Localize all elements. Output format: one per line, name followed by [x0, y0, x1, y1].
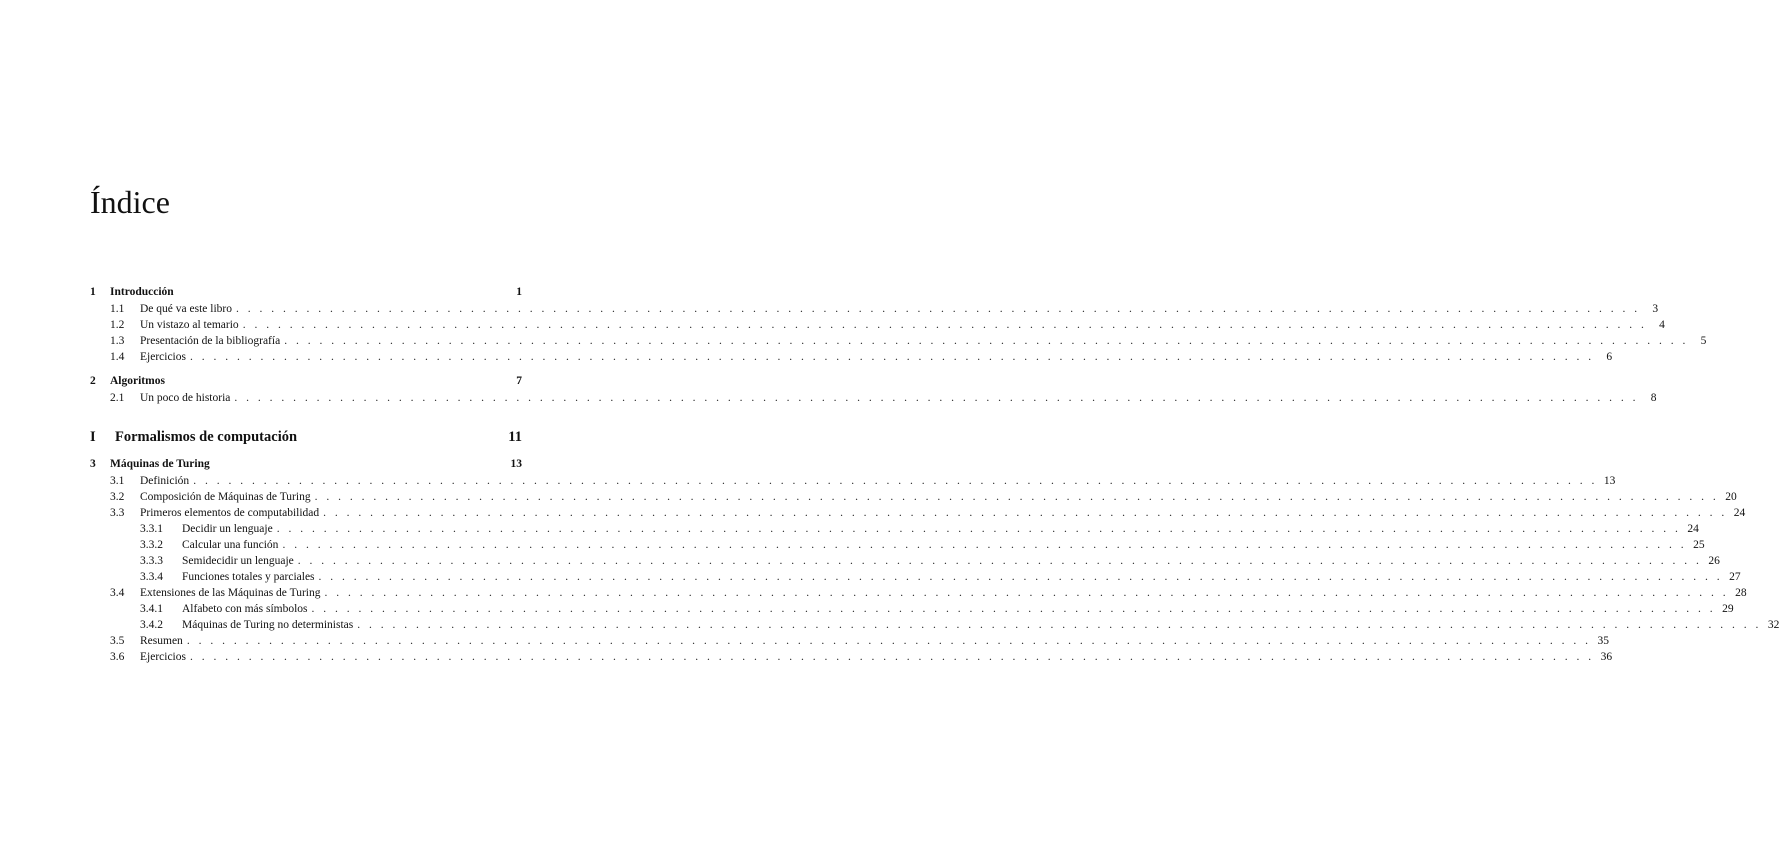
toc-entry-title: Introducción: [110, 286, 174, 298]
toc-entry-number: 3.5: [110, 635, 125, 647]
toc-entry-number: 1.3: [110, 335, 125, 347]
toc-entry-title: Semidecidir un lenguaje: [182, 555, 294, 567]
toc-entry-number: 2: [90, 375, 96, 387]
toc-leader-dots: . . . . . . . . . . . . . . . . . . . . . . . . . . . . . . . . . . . . . . . . . . . . . . . . . . . . . . . . . . . . . . . . . . . . . . . . . . . . . . . . . . . . . . . . . . . . . . . . . . . . . . . . . . . . . . . . . . . . . . . .: [282, 539, 1687, 551]
toc-entry-title: Un vistazo al temario: [140, 319, 239, 331]
toc-entry-page: 20: [1725, 491, 1737, 503]
toc-entry-number: 3.3.4: [140, 571, 163, 583]
toc-entry-number: 3.1: [110, 475, 125, 487]
toc-leader-dots: . . . . . . . . . . . . . . . . . . . . . . . . . . . . . . . . . . . . . . . . . . . . . . . . . . . . . . . . . . . . . . . . . . . . . . . . . . . . . . . . . . . . . . . . . . . . . . . . . . . . . . . . . . . . . . . . . . . . . . . .: [235, 303, 1641, 315]
toc-entry-title: Decidir un lenguaje: [182, 523, 273, 535]
toc-leader-dots: . . . . . . . . . . . . . . . . . . . . . . . . . . . . . . . . . . . . . . . . . . . . . . . . . . . . . . . . . . . . . . . . . . . . . . . . . . . . . . . . . . . . . . . . . . . . . . . . . . . . . . . . . . . . . . . . . . . . . . . .: [193, 475, 1598, 487]
toc-entry-title: Ejercicios: [140, 651, 186, 663]
page-title: Índice: [90, 184, 170, 220]
toc-entry-number: 3.3.1: [140, 523, 163, 535]
toc-entry-number: 3.4.1: [140, 603, 163, 615]
toc-entry-page: 24: [1733, 507, 1746, 519]
toc-entry-number: 3.3: [110, 507, 125, 519]
toc-entry-section[interactable]: [90, 633, 1609, 649]
toc-entry-title: Formalismos de computación: [115, 429, 298, 445]
toc-leader-dots: . . . . . . . . . . . . . . . . . . . . . . . . . . . . . . . . . . . . . . . . . . . . . . . . . . . . . . . . . . . . . . . . . . . . . . . . . . . . . . . . . . . . . . . . . . . . . . . . . . . . . . . . . . . . . . . . . . . . . . . .: [324, 587, 1729, 599]
toc-leader-dots: . . . . . . . . . . . . . . . . . . . . . . . . . . . . . . . . . . . . . . . . . . . . . . . . . . . . . . . . . . . . . . . . . . . . . . . . . . . . . . . . . . . . . . . . . . . . . . . . . . . . . . . . . . . . . . . . . . . . . . . .: [357, 619, 1762, 631]
toc-entry-title: Algoritmos: [110, 375, 165, 387]
toc-entry-part[interactable]: [90, 426, 522, 448]
toc-entry-subsection[interactable]: [90, 553, 1720, 569]
toc-entry-page: 27: [1729, 571, 1741, 583]
toc-entry-section[interactable]: [90, 649, 1613, 665]
toc-entry-section[interactable]: [90, 349, 1613, 365]
toc-entry-chapter[interactable]: [90, 284, 522, 301]
toc-entry-number: 3.3.2: [140, 539, 163, 551]
toc-entry-number: 1.1: [110, 303, 125, 315]
toc-leader-dots: . . . . . . . . . . . . . . . . . . . . . . . . . . . . . . . . . . . . . . . . . . . . . . . . . . . . . . . . . . . . . . . . . . . . . . . . . . . . . . . . . . . . . . . . . . . . . . . . . . . . . . . . . . . . . . . . . . . . . . . .: [284, 335, 1689, 347]
toc-entry-subsection[interactable]: [90, 537, 1705, 553]
toc-entry-number: 3.2: [110, 491, 125, 503]
toc-leader-dots: . . . . . . . . . . . . . . . . . . . . . . . . . . . . . . . . . . . . . . . . . . . . . . . . . . . . . . . . . . . . . . . . . . . . . . . . . . . . . . . . . . . . . . . . . . . . . . . . . . . . . . . . . . . . . . . . . . . . . . . .: [186, 635, 1591, 647]
toc-entry-title: Funciones totales y parciales: [182, 571, 315, 583]
toc-entry-subsection[interactable]: [90, 569, 1741, 585]
toc-leader-dots: . . . . . . . . . . . . . . . . . . . . . . . . . . . . . . . . . . . . . . . . . . . . . . . . . . . . . . . . . . . . . . . . . . . . . . . . . . . . . . . . . . . . . . . . . . . . . . . . . . . . . . . . . . . . . . . . . . . . . . . .: [314, 491, 1719, 503]
toc-entry-page: 24: [1687, 523, 1699, 535]
toc-entry-title: Calcular una función: [182, 539, 279, 551]
toc-entry-page: 25: [1693, 539, 1705, 551]
toc-entry-title: Resumen: [140, 635, 183, 647]
toc-entry-section[interactable]: [90, 333, 1707, 349]
toc-leader-dots: . . . . . . . . . . . . . . . . . . . . . . . . . . . . . . . . . . . . . . . . . . . . . . . . . . . . . . . . . . . . . . . . . . . . . . . . . . . . . . . . . . . . . . . . . . . . . . . . . . . . . . . . . . . . . . . . . . . . . . . .: [323, 507, 1728, 519]
toc-leader-dots: . . . . . . . . . . . . . . . . . . . . . . . . . . . . . . . . . . . . . . . . . . . . . . . . . . . . . . . . . . . . . . . . . . . . . . . . . . . . . . . . . . . . . . . . . . . . . . . . . . . . . . . . . . . . . . . . . . . . . . . .: [276, 523, 1681, 535]
toc-entry-chapter[interactable]: [90, 456, 522, 473]
toc-entry-page: 6: [1606, 351, 1613, 363]
toc-entry-number: 3: [90, 458, 96, 470]
toc-entry-number: 3.3.3: [140, 555, 163, 567]
toc-entry-subsection[interactable]: [90, 601, 1734, 617]
toc-entry-chapter[interactable]: [90, 373, 522, 390]
toc-entry-page: 28: [1735, 587, 1747, 599]
toc-entry-page: 26: [1708, 555, 1720, 567]
toc-entry-title: Ejercicios: [140, 351, 186, 363]
toc-entry-title: Definición: [140, 475, 190, 487]
toc-entry-number: 3.6: [110, 651, 125, 663]
toc-entry-page: 7: [516, 375, 522, 387]
toc-entry-title: De qué va este libro: [140, 303, 232, 315]
toc-entry-number: I: [90, 429, 96, 445]
table-of-contents: [90, 284, 1779, 665]
toc-entry-title: Máquinas de Turing no deterministas: [182, 619, 354, 631]
toc-entry-title: Presentación de la bibliografía: [140, 335, 281, 347]
toc-leader-dots: . . . . . . . . . . . . . . . . . . . . . . . . . . . . . . . . . . . . . . . . . . . . . . . . . . . . . . . . . . . . . . . . . . . . . . . . . . . . . . . . . . . . . . . . . . . . . . . . . . . . . . . . . . . . . . . . . . . . . . . .: [234, 392, 1639, 404]
toc-leader-dots: . . . . . . . . . . . . . . . . . . . . . . . . . . . . . . . . . . . . . . . . . . . . . . . . . . . . . . . . . . . . . . . . . . . . . . . . . . . . . . . . . . . . . . . . . . . . . . . . . . . . . . . . . . . . . . . . . . . . . . . .: [318, 571, 1723, 583]
toc-entry-page: 13: [510, 458, 522, 470]
toc-entry-page: 35: [1597, 635, 1609, 647]
toc-entry-section[interactable]: [90, 585, 1747, 601]
toc-entry-page: 5: [1700, 335, 1707, 347]
toc-leader-dots: . . . . . . . . . . . . . . . . . . . . . . . . . . . . . . . . . . . . . . . . . . . . . . . . . . . . . . . . . . . . . . . . . . . . . . . . . . . . . . . . . . . . . . . . . . . . . . . . . . . . . . . . . . . . . . . . . . . . . . . .: [189, 351, 1595, 363]
toc-entry-title: Máquinas de Turing: [110, 458, 210, 470]
toc-entry-page: 1: [516, 286, 522, 298]
toc-entry-number: 3.4: [110, 587, 125, 599]
toc-entry-page: 11: [508, 429, 522, 445]
toc-entry-title: Primeros elementos de computabilidad: [140, 507, 320, 519]
toc-entry-page: 36: [1600, 651, 1613, 663]
toc-entry-number: 3.4.2: [140, 619, 163, 631]
toc-entry-subsection[interactable]: [90, 617, 1779, 633]
toc-entry-page: 3: [1652, 303, 1659, 315]
toc-entry-page: 4: [1659, 319, 1665, 331]
toc-entry-section[interactable]: [90, 473, 1616, 489]
toc-entry-page: 32: [1767, 619, 1779, 631]
toc-entry-page: 13: [1603, 475, 1616, 487]
toc-entry-page: 29: [1722, 603, 1734, 615]
toc-entry-section[interactable]: [90, 317, 1665, 333]
toc-entry-subsection[interactable]: [90, 521, 1699, 537]
toc-leader-dots: . . . . . . . . . . . . . . . . . . . . . . . . . . . . . . . . . . . . . . . . . . . . . . . . . . . . . . . . . . . . . . . . . . . . . . . . . . . . . . . . . . . . . . . . . . . . . . . . . . . . . . . . . . . . . . . . . . . . . . . .: [297, 555, 1702, 567]
toc-entry-section[interactable]: [90, 505, 1746, 521]
toc-entry-title: Composición de Máquinas de Turing: [140, 491, 311, 503]
toc-leader-dots: . . . . . . . . . . . . . . . . . . . . . . . . . . . . . . . . . . . . . . . . . . . . . . . . . . . . . . . . . . . . . . . . . . . . . . . . . . . . . . . . . . . . . . . . . . . . . . . . . . . . . . . . . . . . . . . . . . . . . . . .: [242, 319, 1647, 331]
toc-leader-dots: . . . . . . . . . . . . . . . . . . . . . . . . . . . . . . . . . . . . . . . . . . . . . . . . . . . . . . . . . . . . . . . . . . . . . . . . . . . . . . . . . . . . . . . . . . . . . . . . . . . . . . . . . . . . . . . . . . . . . . . .: [311, 603, 1716, 615]
toc-entry-number: 1.4: [110, 351, 125, 363]
toc-entry-number: 1: [90, 286, 96, 298]
toc-entry-section[interactable]: [90, 301, 1659, 317]
toc-entry-title: Alfabeto con más símbolos: [182, 603, 308, 615]
toc-leader-dots: . . . . . . . . . . . . . . . . . . . . . . . . . . . . . . . . . . . . . . . . . . . . . . . . . . . . . . . . . . . . . . . . . . . . . . . . . . . . . . . . . . . . . . . . . . . . . . . . . . . . . . . . . . . . . . . . . . . . . . . .: [189, 651, 1595, 663]
toc-entry-number: 2.1: [110, 392, 125, 404]
toc-entry-title: Extensiones de las Máquinas de Turing: [140, 587, 321, 599]
toc-entry-section[interactable]: [90, 489, 1737, 505]
toc-entry-title: Un poco de historia: [140, 392, 231, 404]
toc-entry-page: 8: [1650, 392, 1657, 404]
toc-entry-number: 1.2: [110, 319, 125, 331]
toc-entry-section[interactable]: [90, 390, 1657, 406]
